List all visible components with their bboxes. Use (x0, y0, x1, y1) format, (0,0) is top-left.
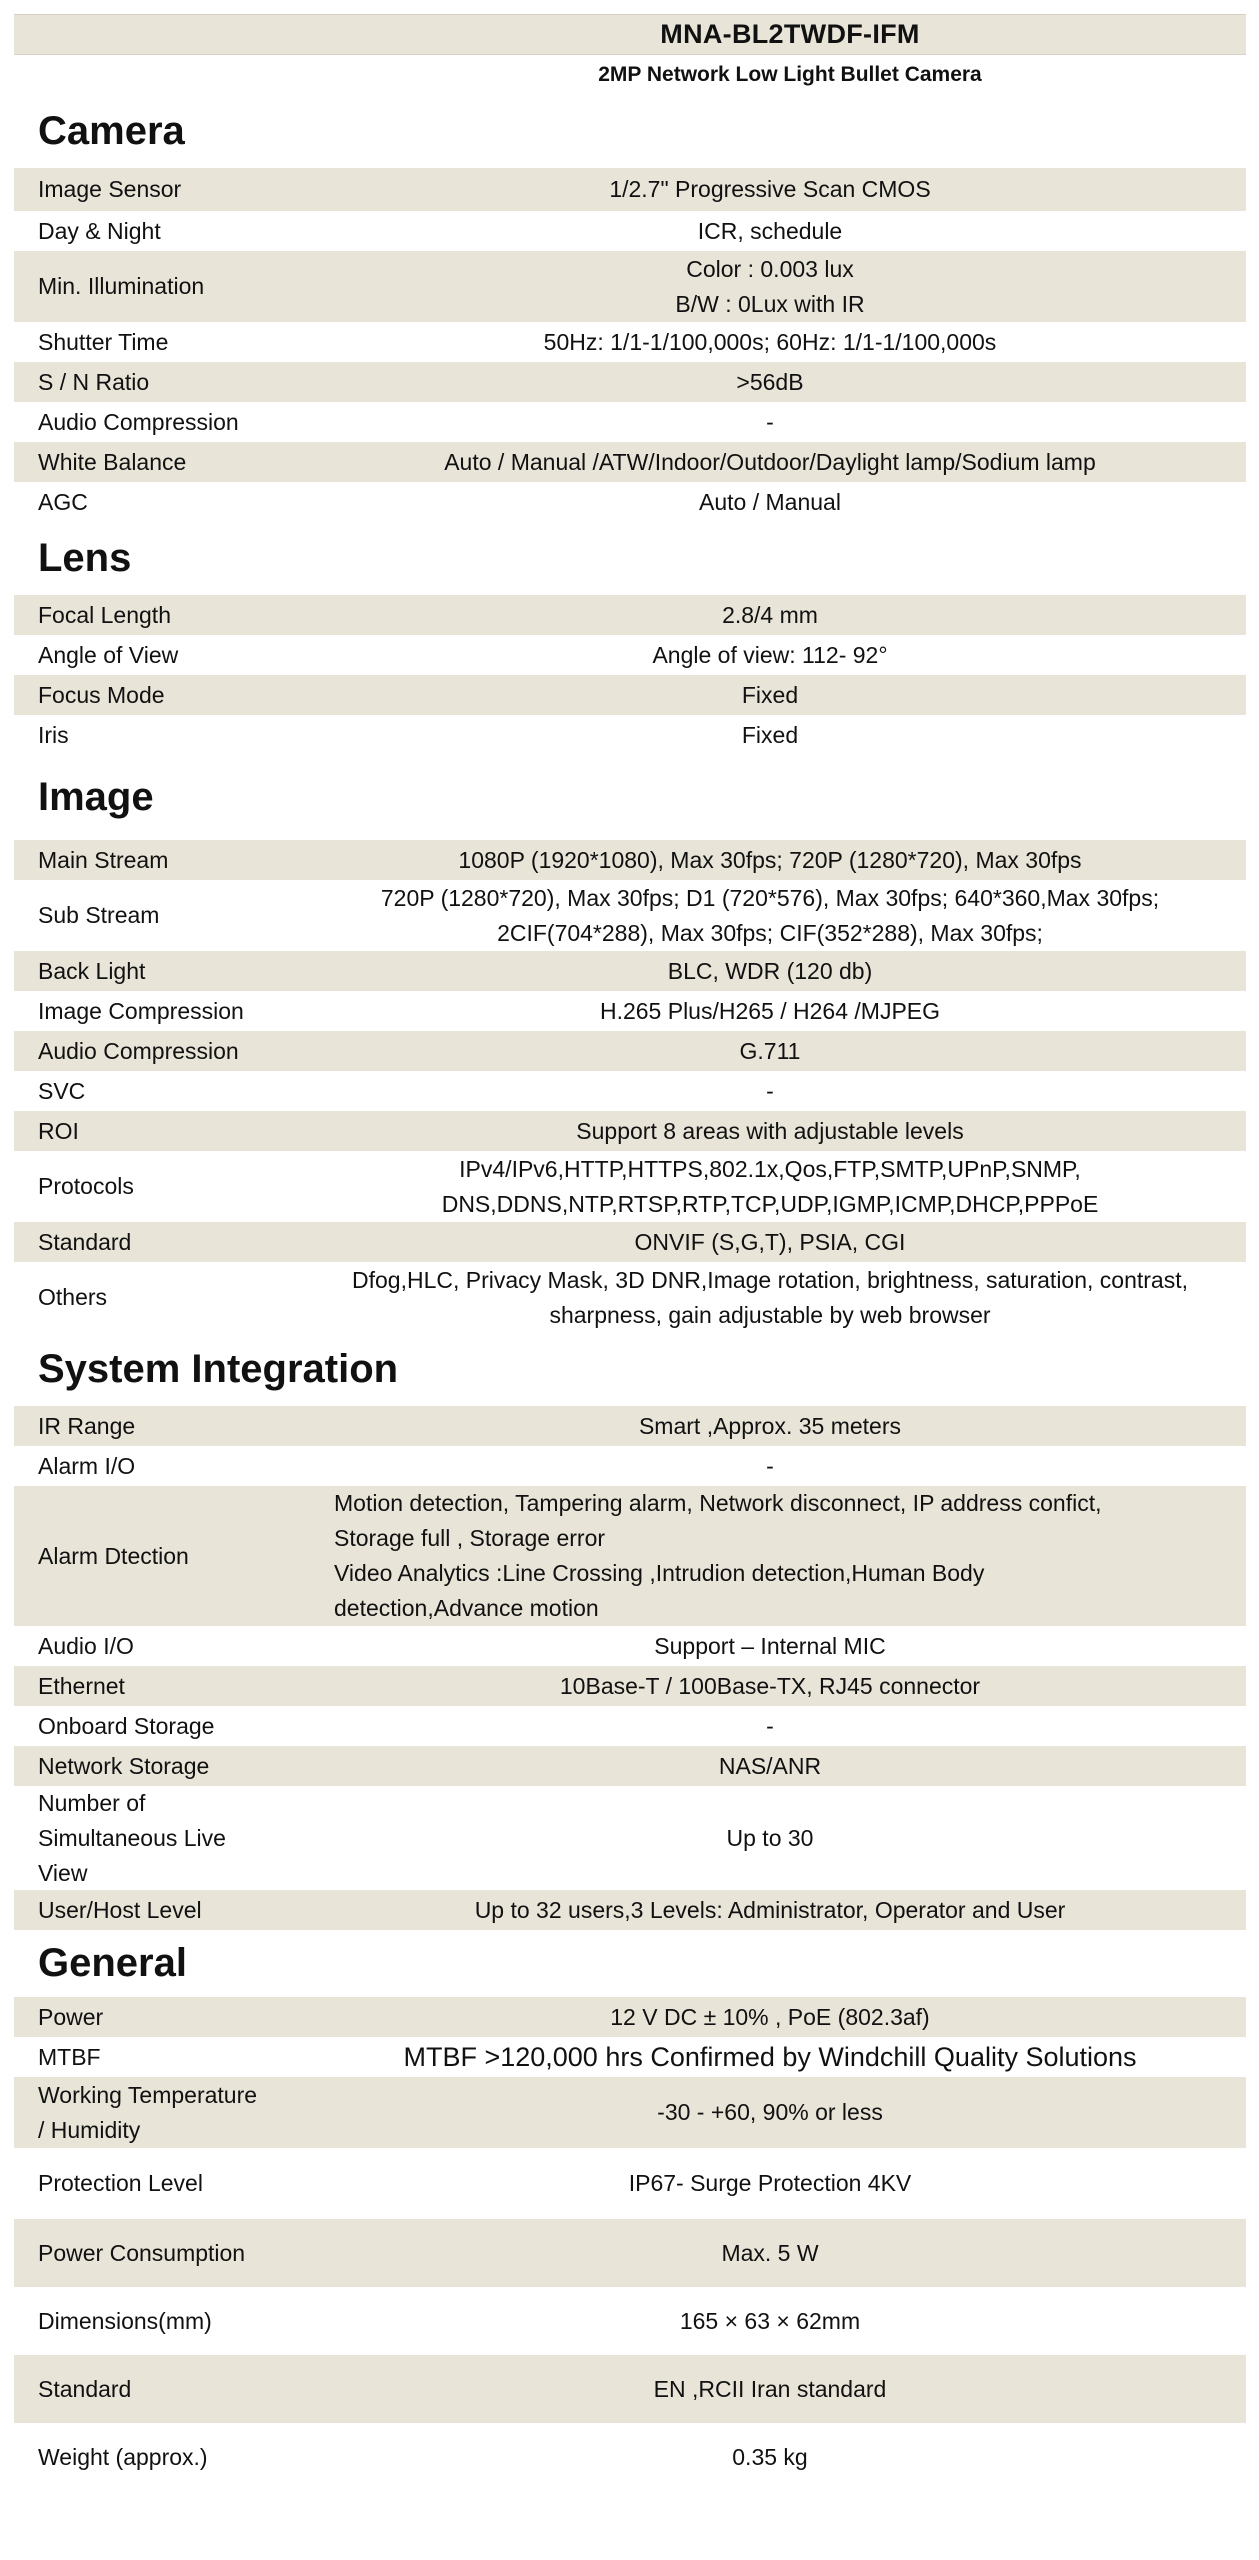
spec-value-line: NAS/ANR (718, 1752, 822, 1779)
spec-value-line: 2.8/4 mm (722, 601, 818, 628)
spec-value-line: H.265 Plus/H265 / H264 /MJPEG (599, 997, 941, 1024)
spec-label (14, 445, 314, 480)
spec-label (14, 1114, 314, 1149)
spec-label (14, 1749, 314, 1784)
spec-label (14, 1893, 314, 1928)
spec-row-weight-approx (14, 2423, 1246, 2491)
spec-label-line: Power (38, 2003, 104, 2030)
spec-value (314, 1709, 1246, 1744)
spec-row-image-compression (14, 991, 1246, 1031)
spec-label (14, 365, 314, 400)
spec-label-line: Focus Mode (38, 681, 165, 708)
spec-value (314, 1225, 1246, 1260)
spec-value-line: -30 - +60, 90% or less (657, 2099, 883, 2125)
spec-label-line: Power Consumption (38, 2239, 246, 2266)
spec-row-sub-stream (14, 880, 1246, 951)
section-heading-image: Image (38, 775, 154, 819)
spec-value (314, 365, 1246, 400)
spec-row-svc (14, 1071, 1246, 1111)
spec-value-line: IP67- Surge Protection 4KV (628, 2170, 912, 2196)
spec-row-main-stream (14, 840, 1246, 880)
spec-row-angle-of-view (14, 635, 1246, 675)
spec-label-line: User/Host Level (38, 1896, 202, 1923)
spec-label-line: White Balance (38, 448, 187, 475)
spec-label (14, 718, 314, 753)
spec-value-line: 12 V DC ± 10% , PoE (802.3af) (610, 2003, 930, 2030)
spec-sections (14, 95, 1246, 2491)
spec-value (314, 1669, 1246, 1704)
spec-row-user-host-level (14, 1890, 1246, 1930)
spec-value-line: ONVIF (S,G,T), PSIA, CGI (634, 1228, 906, 1255)
spec-label (14, 898, 314, 933)
spec-row-agc (14, 482, 1246, 522)
spec-value (314, 2236, 1246, 2271)
spec-label-line: ROI (38, 1117, 79, 1144)
spec-label (14, 2236, 314, 2271)
spec-value-line: 720P (1280*720), Max 30fps; D1 (720*576), Max 30fps; 640*360,Max 30fps; (380, 884, 1160, 911)
spec-label-line: Main Stream (38, 846, 169, 873)
spec-value-line: MTBF >120,000 hrs Confirmed by Windchill Quality Solutions (403, 2041, 1137, 2072)
spec-label-line: Dimensions(mm) (38, 2307, 212, 2334)
spec-label-line: Audio I/O (38, 1632, 134, 1659)
spec-value (314, 1263, 1246, 1333)
spec-label (14, 1074, 314, 1109)
spec-value-line: Color : 0.003 lux (686, 255, 854, 282)
spec-label-line: Protection Level (38, 2170, 203, 2196)
spec-row-protocols (14, 1151, 1246, 1222)
spec-label (14, 2040, 314, 2075)
spec-label (14, 2078, 314, 2148)
model-title-bar (14, 14, 1246, 55)
spec-label-line: SVC (38, 1077, 86, 1104)
spec-label (14, 1409, 314, 1444)
spec-value (314, 843, 1246, 878)
spec-row-working-temperature-humidity (14, 2077, 1246, 2148)
spec-label-line: Ethernet (38, 1672, 125, 1699)
spec-value-line: B/W : 0Lux with IR (675, 290, 865, 317)
spec-label (14, 1629, 314, 1664)
spec-label (14, 1034, 314, 1069)
spec-label-line: Standard (38, 2375, 132, 2402)
spec-value-line: 2CIF(704*288), Max 30fps; CIF(352*288), Max 30fps; (497, 919, 1043, 946)
spec-value (314, 1893, 1246, 1928)
spec-value (314, 1074, 1246, 1109)
spec-value (314, 2040, 1246, 2075)
spec-value-line: Support – Internal MIC (654, 1632, 886, 1659)
spec-label-line: Angle of View (38, 641, 179, 668)
spec-value-line: Dfog,HLC, Privacy Mask, 3D DNR,Image rotation, brightness, saturation, contrast, (352, 1266, 1188, 1293)
spec-row-power-consumption (14, 2219, 1246, 2287)
section-heading-system-integration: System Integration (38, 1347, 399, 1391)
spec-label-line: Focal Length (38, 601, 171, 628)
model-name: MNA-BL2TWDF-IFM (660, 19, 920, 49)
spec-row-onboard-storage (14, 1706, 1246, 1746)
spec-value-line: 1080P (1920*1080), Max 30fps; 720P (1280*720), Max 30fps (458, 846, 1082, 873)
spec-value (314, 485, 1246, 520)
spec-row-focal-length (14, 595, 1246, 635)
spec-label (14, 1669, 314, 1704)
spec-value-line: 0.35 kg (732, 2443, 808, 2470)
spec-label (14, 405, 314, 440)
spec-value (314, 1629, 1246, 1664)
spec-label-line: Audio Compression (38, 408, 239, 435)
spec-row-alarm-dtection (14, 1486, 1246, 1626)
spec-value-line: - (766, 408, 774, 435)
spec-label-line: Number of (38, 1789, 146, 1816)
spec-label (14, 843, 314, 878)
spec-value (314, 1749, 1246, 1784)
section-heading-lens: Lens (38, 536, 132, 580)
spec-value-line: Fixed (741, 721, 799, 748)
spec-label-line: Back Light (38, 957, 146, 984)
spec-value (314, 598, 1246, 633)
spec-row-network-storage (14, 1746, 1246, 1786)
spec-value-line: Fixed (741, 681, 799, 708)
spec-value-line: Up to 32 users,3 Levels: Administrator, Operator and User (474, 1896, 1066, 1923)
spec-value-line: Auto / Manual /ATW/Indoor/Outdoor/Daylight lamp/Sodium lamp (444, 448, 1096, 475)
spec-label-line: Working Temperature (38, 2081, 258, 2108)
spec-label (14, 2372, 314, 2407)
spec-label-line: Network Storage (38, 1752, 210, 1779)
spec-row-min-illumination (14, 251, 1246, 322)
spec-label-line: Weight (approx.) (38, 2443, 208, 2470)
spec-row-standard (14, 1222, 1246, 1262)
spec-label (14, 954, 314, 989)
spec-label-line: Shutter Time (38, 328, 169, 355)
spec-value-line: 10Base-T / 100Base-TX, RJ45 connector (559, 1672, 981, 1699)
spec-label (14, 1449, 314, 1484)
spec-row-standard (14, 2355, 1246, 2423)
spec-row-ethernet (14, 1666, 1246, 1706)
spec-value (314, 325, 1246, 360)
spec-label-line: IR Range (38, 1412, 136, 1439)
spec-value (314, 405, 1246, 440)
spec-value-line: sharpness, gain adjustable by web browser (549, 1301, 991, 1328)
spec-label (14, 214, 314, 249)
spec-label-line: Others (38, 1284, 108, 1310)
spec-value-line: BLC, WDR (120 db) (667, 957, 873, 984)
spec-value (314, 2000, 1246, 2035)
spec-label (14, 172, 314, 207)
spec-row-day-night (14, 211, 1246, 251)
spec-label-line: Simultaneous Live (38, 1824, 226, 1851)
spec-row-number-of-simultaneous-live-view (14, 1786, 1246, 1890)
spec-label-line: MTBF (38, 2043, 101, 2070)
spec-sheet (14, 14, 1246, 2491)
spec-value (314, 718, 1246, 753)
spec-value-line: Auto / Manual (699, 488, 841, 515)
spec-row-mtbf (14, 2037, 1246, 2077)
spec-value-line: - (766, 1077, 774, 1104)
spec-value-line: - (766, 1712, 774, 1739)
spec-label (14, 1225, 314, 1260)
spec-row-dimensions-mm (14, 2287, 1246, 2355)
spec-value-line: >56dB (736, 368, 804, 395)
spec-row-audio-i-o (14, 1626, 1246, 1666)
spec-value (314, 1152, 1246, 1222)
spec-value-line: 1/2.7" Progressive Scan CMOS (609, 176, 931, 202)
spec-value (314, 678, 1246, 713)
spec-value-line: EN ,RCII Iran standard (653, 2375, 887, 2402)
spec-label (14, 2304, 314, 2339)
spec-row-s-n-ratio (14, 362, 1246, 402)
spec-label-line: Standard (38, 1228, 132, 1255)
spec-value (314, 638, 1246, 673)
spec-label-line: Audio Compression (38, 1037, 239, 1064)
spec-value-line: 50Hz: 1/1-1/100,000s; 60Hz: 1/1-1/100,000s (543, 328, 997, 355)
spec-label-line: Image Sensor (38, 176, 182, 202)
spec-row-audio-compression (14, 1031, 1246, 1071)
spec-value-line: IPv4/IPv6,HTTP,HTTPS,802.1x,Qos,FTP,SMTP,UPnP,SNMP, (459, 1155, 1081, 1182)
spec-label-line: Onboard Storage (38, 1712, 215, 1739)
spec-row-shutter-time (14, 322, 1246, 362)
spec-label-line: Alarm Dtection (38, 1542, 189, 1569)
spec-value (314, 252, 1246, 322)
spec-label (14, 1539, 314, 1574)
spec-label-line: AGC (38, 488, 88, 515)
spec-label-line: Protocols (38, 1173, 134, 1199)
spec-label (14, 325, 314, 360)
spec-label-line: Sub Stream (38, 902, 160, 928)
spec-value (314, 1409, 1246, 1444)
spec-value-line: ICR, schedule (697, 217, 843, 244)
spec-row-others (14, 1262, 1246, 1333)
spec-label-line: View (38, 1859, 88, 1886)
spec-row-ir-range (14, 1406, 1246, 1446)
section-heading-camera: Camera (38, 109, 185, 153)
spec-label (14, 2000, 314, 2035)
spec-label (14, 1280, 314, 1315)
spec-row-image-sensor (14, 168, 1246, 211)
spec-row-protection-level (14, 2148, 1246, 2219)
spec-value-line: Max. 5 W (721, 2239, 819, 2266)
spec-label (14, 1709, 314, 1744)
spec-row-roi (14, 1111, 1246, 1151)
spec-label-line: Min. Illumination (38, 273, 205, 299)
spec-value (314, 445, 1246, 480)
spec-value-line: Up to 30 (726, 1824, 814, 1851)
spec-row-power (14, 1997, 1246, 2037)
spec-row-alarm-i-o (14, 1446, 1246, 1486)
spec-value (314, 1034, 1246, 1069)
spec-value-line: Angle of view: 112- 92° (652, 641, 888, 668)
spec-value (314, 214, 1246, 249)
spec-label (14, 1786, 314, 1891)
spec-value-line: Support 8 areas with adjustable levels (576, 1117, 964, 1144)
section-heading-general: General (38, 1941, 187, 1985)
spec-value (314, 2440, 1246, 2475)
spec-label (14, 2166, 314, 2201)
spec-label-line: Day & Night (38, 217, 161, 244)
spec-value (314, 1114, 1246, 1149)
spec-label (14, 994, 314, 1029)
spec-value (314, 2095, 1246, 2130)
spec-row-iris (14, 715, 1246, 755)
spec-value-line: DNS,DDNS,NTP,RTSP,RTP,TCP,UDP,IGMP,ICMP,DHCP,PPPoE (441, 1190, 1099, 1217)
spec-label-line: Alarm I/O (38, 1452, 136, 1479)
spec-row-white-balance (14, 442, 1246, 482)
spec-label (14, 2440, 314, 2475)
spec-value-line: detection,Advance motion (334, 1595, 599, 1621)
spec-label-line: Iris (38, 721, 69, 748)
spec-value (314, 1821, 1246, 1856)
spec-value (314, 881, 1246, 951)
spec-value-line: G.711 (739, 1037, 801, 1064)
spec-value-line: Storage full , Storage error (334, 1525, 606, 1551)
spec-value (314, 172, 1246, 207)
spec-value-line: - (766, 1452, 774, 1479)
product-subtitle: 2MP Network Low Light Bullet Camera (598, 63, 982, 86)
spec-value (314, 954, 1246, 989)
spec-label (14, 269, 314, 304)
spec-label (14, 485, 314, 520)
spec-label (14, 1169, 314, 1204)
spec-row-focus-mode (14, 675, 1246, 715)
spec-row-audio-compression (14, 402, 1246, 442)
spec-label-line: / Humidity (38, 2116, 141, 2143)
spec-value (314, 1449, 1246, 1484)
spec-value-line: Motion detection, Tampering alarm, Network disconnect, IP address confict, (334, 1490, 1102, 1516)
spec-label (14, 638, 314, 673)
spec-value (314, 1486, 1246, 1626)
spec-label (14, 678, 314, 713)
spec-value-line: 165 × 63 × 62mm (679, 2307, 861, 2334)
spec-row-back-light (14, 951, 1246, 991)
spec-value-line: Smart ,Approx. 35 meters (638, 1412, 902, 1439)
spec-value (314, 2166, 1246, 2201)
spec-value (314, 2372, 1246, 2407)
spec-value (314, 2304, 1246, 2339)
spec-label-line: S / N Ratio (38, 368, 150, 395)
spec-value-line: Video Analytics :Line Crossing ,Intrudion detection,Human Body (334, 1560, 985, 1586)
spec-value (314, 994, 1246, 1029)
spec-label-line: Image Compression (38, 997, 244, 1024)
spec-label (14, 598, 314, 633)
